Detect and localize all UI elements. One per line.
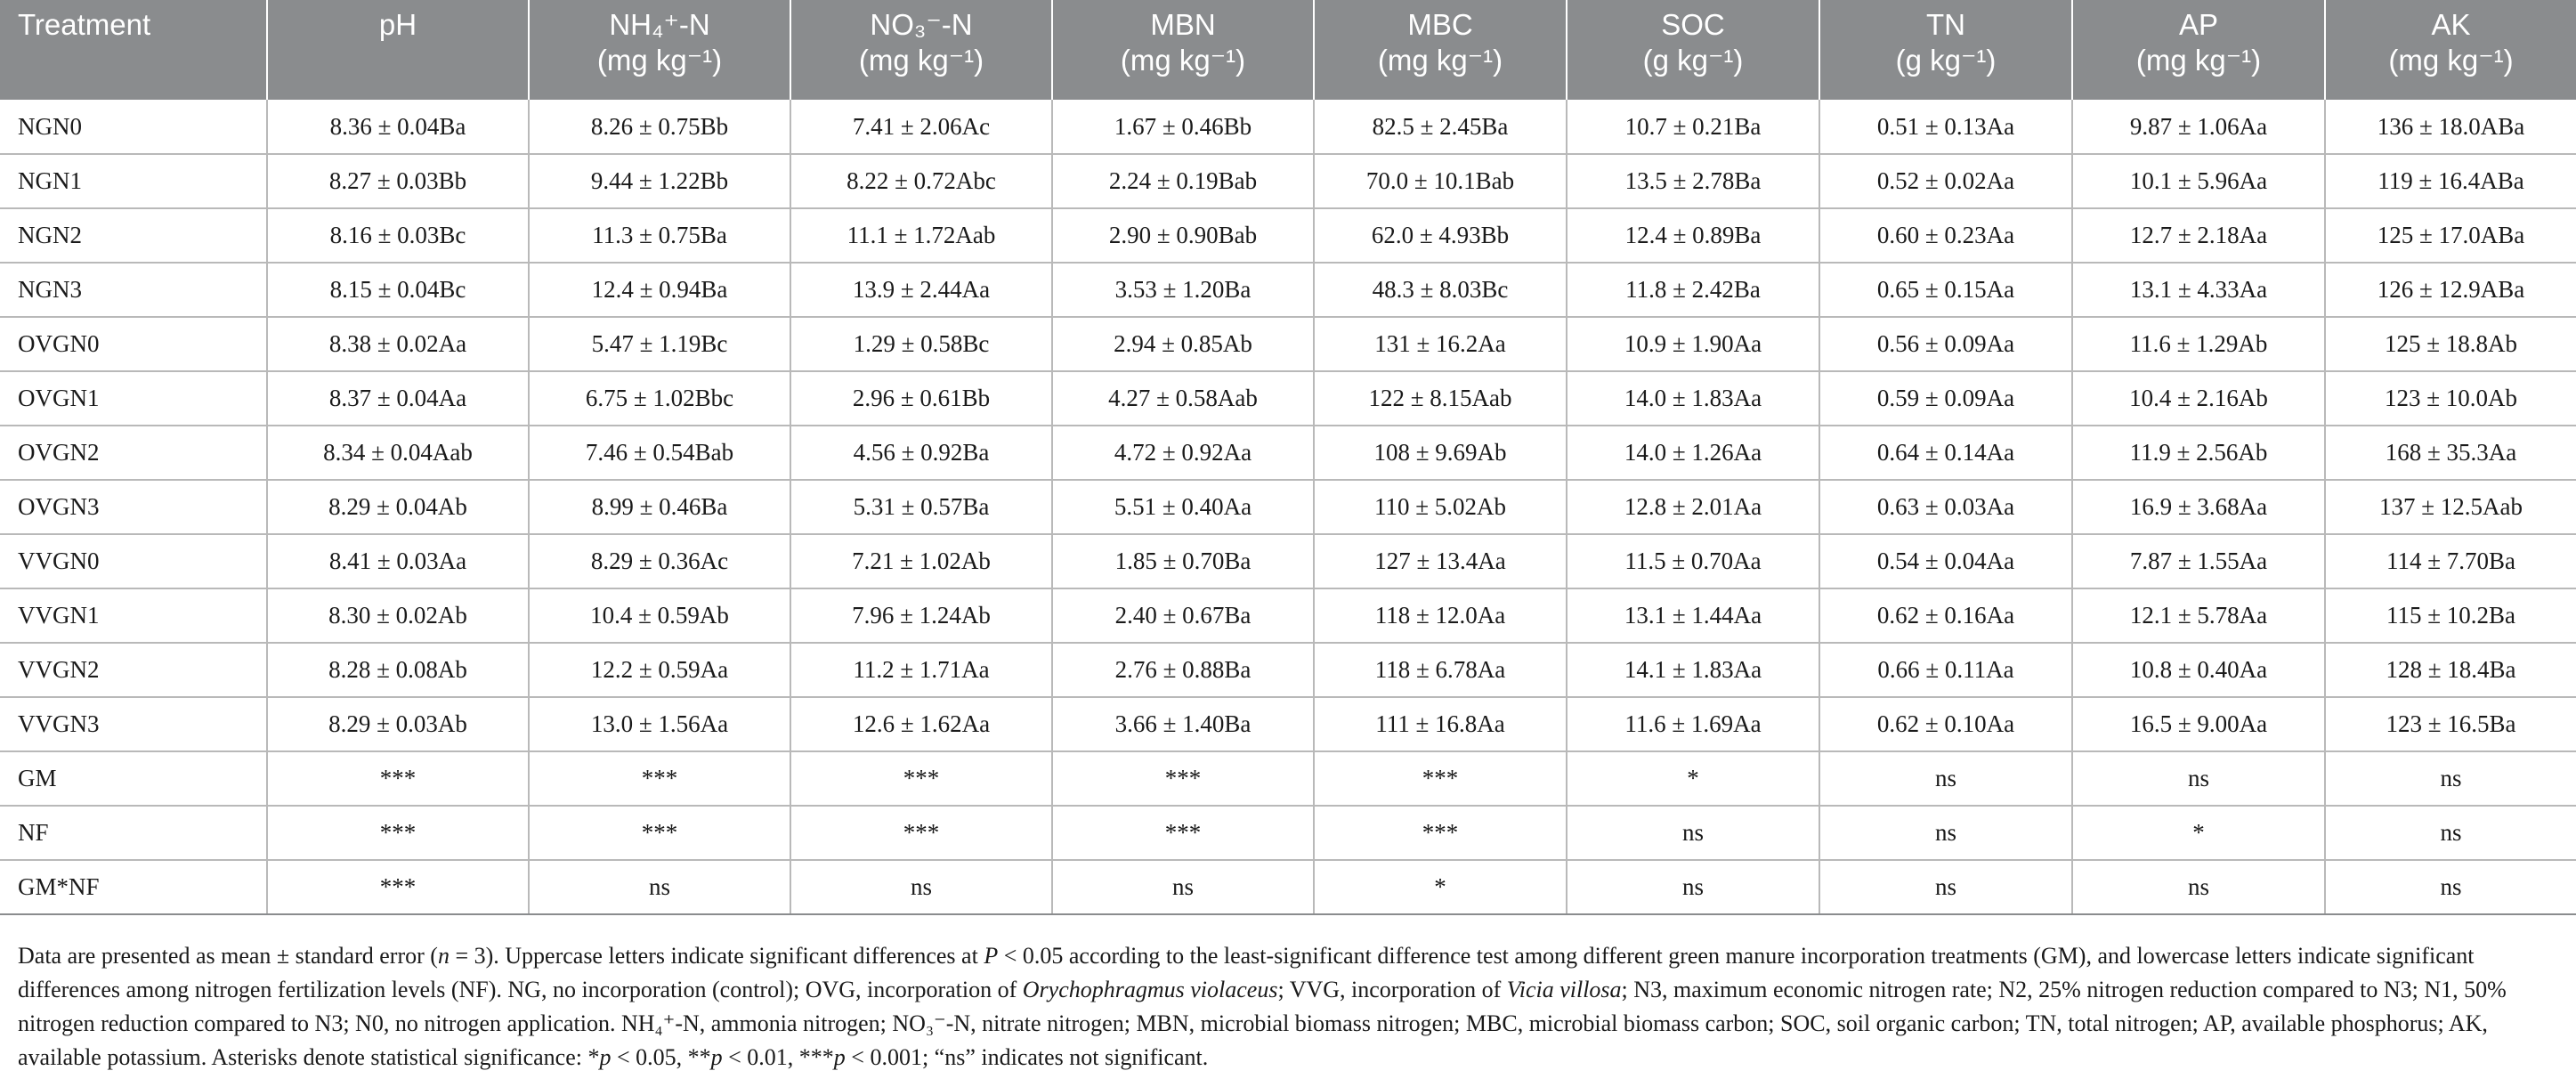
value-cell: 14.1 ± 1.83Aa bbox=[1567, 643, 1819, 697]
value-cell: *** bbox=[267, 751, 529, 806]
value-cell: 8.29 ± 0.03Ab bbox=[267, 697, 529, 751]
treatment-cell: GM*NF bbox=[0, 860, 267, 914]
table-row bbox=[0, 806, 2576, 860]
table-row bbox=[0, 643, 2576, 697]
value-cell: 10.8 ± 0.40Aa bbox=[2072, 643, 2325, 697]
value-cell: 122 ± 8.15Aab bbox=[1314, 371, 1567, 426]
value-cell: 0.60 ± 0.23Aa bbox=[1819, 208, 2072, 263]
column-header-label: NO₃⁻-N bbox=[870, 8, 973, 41]
value-cell: 8.99 ± 0.46Ba bbox=[529, 480, 790, 534]
treatment-cell: NF bbox=[0, 806, 267, 860]
value-cell: 12.6 ± 1.62Aa bbox=[790, 697, 1052, 751]
column-header-unit: (g kg⁻¹) bbox=[1895, 44, 1997, 77]
value-cell: 8.36 ± 0.04Ba bbox=[267, 100, 529, 154]
value-cell: *** bbox=[529, 806, 790, 860]
value-cell: 9.87 ± 1.06Aa bbox=[2072, 100, 2325, 154]
value-cell: 2.76 ± 0.88Ba bbox=[1052, 643, 1314, 697]
table-row bbox=[0, 317, 2576, 371]
value-cell: 10.4 ± 0.59Ab bbox=[529, 588, 790, 643]
column-header bbox=[1052, 0, 1314, 100]
treatment-cell: GM bbox=[0, 751, 267, 806]
value-cell: 10.4 ± 2.16Ab bbox=[2072, 371, 2325, 426]
column-header-label: TN bbox=[1926, 8, 1965, 41]
value-cell: 128 ± 18.4Ba bbox=[2325, 643, 2576, 697]
value-cell: 7.87 ± 1.55Aa bbox=[2072, 534, 2325, 588]
value-cell: 8.30 ± 0.02Ab bbox=[267, 588, 529, 643]
value-cell: ns bbox=[1819, 806, 2072, 860]
value-cell: 111 ± 16.8Aa bbox=[1314, 697, 1567, 751]
value-cell: 11.6 ± 1.69Aa bbox=[1567, 697, 1819, 751]
value-cell: 8.38 ± 0.02Aa bbox=[267, 317, 529, 371]
value-cell: ns bbox=[1819, 860, 2072, 914]
value-cell: 168 ± 35.3Aa bbox=[2325, 426, 2576, 480]
table-row bbox=[0, 154, 2576, 208]
value-cell: * bbox=[2072, 806, 2325, 860]
value-cell: 0.66 ± 0.11Aa bbox=[1819, 643, 2072, 697]
column-header-label: MBC bbox=[1407, 8, 1473, 41]
footnote-segment: Data are presented as mean ± standard error ( bbox=[18, 943, 438, 969]
column-header bbox=[0, 0, 267, 100]
footnote-segment: = 3). Uppercase letters indicate significant differences at bbox=[449, 943, 984, 969]
footnote-segment: n bbox=[437, 943, 450, 969]
value-cell: 125 ± 17.0ABa bbox=[2325, 208, 2576, 263]
value-cell: *** bbox=[790, 751, 1052, 806]
column-header-label: Treatment bbox=[18, 8, 151, 41]
value-cell: 12.4 ± 0.94Ba bbox=[529, 263, 790, 317]
column-header-unit: (mg kg⁻¹) bbox=[1377, 44, 1503, 77]
value-cell: 13.0 ± 1.56Aa bbox=[529, 697, 790, 751]
table-row bbox=[0, 697, 2576, 751]
value-cell: 9.44 ± 1.22Bb bbox=[529, 154, 790, 208]
value-cell: 2.90 ± 0.90Bab bbox=[1052, 208, 1314, 263]
treatment-cell: VVGN2 bbox=[0, 643, 267, 697]
value-cell: *** bbox=[1314, 806, 1567, 860]
value-cell: 0.56 ± 0.09Aa bbox=[1819, 317, 2072, 371]
value-cell: 127 ± 13.4Aa bbox=[1314, 534, 1567, 588]
value-cell: 12.2 ± 0.59Aa bbox=[529, 643, 790, 697]
value-cell: 14.0 ± 1.26Aa bbox=[1567, 426, 1819, 480]
footnote-segment: Vicia villosa bbox=[1506, 977, 1622, 1002]
table-row bbox=[0, 860, 2576, 914]
treatment-cell: VVGN0 bbox=[0, 534, 267, 588]
value-cell: 115 ± 10.2Ba bbox=[2325, 588, 2576, 643]
value-cell: 16.9 ± 3.68Aa bbox=[2072, 480, 2325, 534]
column-header bbox=[2325, 0, 2576, 100]
value-cell: 1.29 ± 0.58Bc bbox=[790, 317, 1052, 371]
value-cell: 48.3 ± 8.03Bc bbox=[1314, 263, 1567, 317]
value-cell: 2.94 ± 0.85Ab bbox=[1052, 317, 1314, 371]
column-header bbox=[790, 0, 1052, 100]
value-cell: 0.62 ± 0.10Aa bbox=[1819, 697, 2072, 751]
value-cell: 8.16 ± 0.03Bc bbox=[267, 208, 529, 263]
value-cell: * bbox=[1567, 751, 1819, 806]
column-header-label: AK bbox=[2431, 8, 2471, 41]
column-header bbox=[529, 0, 790, 100]
value-cell: 11.3 ± 0.75Ba bbox=[529, 208, 790, 263]
value-cell: 8.26 ± 0.75Bb bbox=[529, 100, 790, 154]
table-row bbox=[0, 371, 2576, 426]
value-cell: 8.22 ± 0.72Abc bbox=[790, 154, 1052, 208]
value-cell: 10.7 ± 0.21Ba bbox=[1567, 100, 1819, 154]
value-cell: 123 ± 16.5Ba bbox=[2325, 697, 2576, 751]
value-cell: 8.34 ± 0.04Aab bbox=[267, 426, 529, 480]
footnote-segment: p bbox=[833, 1044, 846, 1070]
value-cell: ns bbox=[1052, 860, 1314, 914]
value-cell: 0.63 ± 0.03Aa bbox=[1819, 480, 2072, 534]
column-header bbox=[1819, 0, 2072, 100]
column-header-unit: (mg kg⁻¹) bbox=[1120, 44, 1246, 77]
value-cell: 110 ± 5.02Ab bbox=[1314, 480, 1567, 534]
column-header-label: MBN bbox=[1150, 8, 1216, 41]
column-header-unit: (g kg⁻¹) bbox=[1642, 44, 1744, 77]
value-cell: 4.72 ± 0.92Aa bbox=[1052, 426, 1314, 480]
footnote-segment: ; N3, maximum economic nitrogen rate; N2, 25% nitrogen reduction compared to N3; N1, 50% nitrogen reduction compared to N3; N0, no nitrogen application. NH₄⁺-N, ammonia nitrogen; NO₃⁻-N, nitrate nitrogen; MBN, microbial biomass nitrogen; MBC, microbial biomass carbon; SOC, soil organic carbon; TN, total nitrogen; AP, available phosphorus; AK, available potassium. Asterisks denote statistical significance: * bbox=[18, 977, 2507, 1070]
column-header bbox=[1567, 0, 1819, 100]
treatment-cell: OVGN0 bbox=[0, 317, 267, 371]
value-cell: 0.52 ± 0.02Aa bbox=[1819, 154, 2072, 208]
value-cell: 136 ± 18.0ABa bbox=[2325, 100, 2576, 154]
value-cell: 0.54 ± 0.04Aa bbox=[1819, 534, 2072, 588]
treatment-cell: NGN0 bbox=[0, 100, 267, 154]
value-cell: 2.24 ± 0.19Bab bbox=[1052, 154, 1314, 208]
value-cell: 126 ± 12.9ABa bbox=[2325, 263, 2576, 317]
value-cell: 0.59 ± 0.09Aa bbox=[1819, 371, 2072, 426]
value-cell: 1.67 ± 0.46Bb bbox=[1052, 100, 1314, 154]
column-header bbox=[1314, 0, 1567, 100]
table-row bbox=[0, 751, 2576, 806]
value-cell: 118 ± 6.78Aa bbox=[1314, 643, 1567, 697]
value-cell: 5.51 ± 0.40Aa bbox=[1052, 480, 1314, 534]
column-header-label: AP bbox=[2178, 8, 2219, 41]
column-header bbox=[2072, 0, 2325, 100]
value-cell: 12.4 ± 0.89Ba bbox=[1567, 208, 1819, 263]
value-cell: 119 ± 16.4ABa bbox=[2325, 154, 2576, 208]
value-cell: 16.5 ± 9.00Aa bbox=[2072, 697, 2325, 751]
value-cell: ns bbox=[2072, 751, 2325, 806]
value-cell: ns bbox=[1567, 806, 1819, 860]
column-header-unit: (mg kg⁻¹) bbox=[2135, 44, 2262, 77]
table-body bbox=[0, 100, 2576, 914]
column-header-unit: (mg kg⁻¹) bbox=[596, 44, 723, 77]
value-cell: 131 ± 16.2Aa bbox=[1314, 317, 1567, 371]
value-cell: 8.28 ± 0.08Ab bbox=[267, 643, 529, 697]
value-cell: 0.64 ± 0.14Aa bbox=[1819, 426, 2072, 480]
column-header-label: NH₄⁺-N bbox=[609, 8, 710, 41]
value-cell: ns bbox=[2072, 860, 2325, 914]
value-cell: 14.0 ± 1.83Aa bbox=[1567, 371, 1819, 426]
value-cell: ns bbox=[2325, 860, 2576, 914]
table-row bbox=[0, 263, 2576, 317]
value-cell: 7.46 ± 0.54Bab bbox=[529, 426, 790, 480]
column-header-unit: (mg kg⁻¹) bbox=[858, 44, 984, 77]
footnote-segment: < 0.01, *** bbox=[722, 1044, 834, 1070]
value-cell: 0.65 ± 0.15Aa bbox=[1819, 263, 2072, 317]
value-cell: 8.27 ± 0.03Bb bbox=[267, 154, 529, 208]
column-header-unit: (mg kg⁻¹) bbox=[2388, 44, 2514, 77]
value-cell: 137 ± 12.5Aab bbox=[2325, 480, 2576, 534]
value-cell: 114 ± 7.70Ba bbox=[2325, 534, 2576, 588]
value-cell: 7.96 ± 1.24Ab bbox=[790, 588, 1052, 643]
value-cell: ns bbox=[790, 860, 1052, 914]
footnote-segment: ; VVG, incorporation of bbox=[1277, 977, 1507, 1002]
value-cell: 10.9 ± 1.90Aa bbox=[1567, 317, 1819, 371]
footnote-segment: P bbox=[984, 943, 999, 969]
table-row bbox=[0, 480, 2576, 534]
table-row bbox=[0, 426, 2576, 480]
treatment-cell: VVGN1 bbox=[0, 588, 267, 643]
value-cell: 8.41 ± 0.03Aa bbox=[267, 534, 529, 588]
value-cell: 7.21 ± 1.02Ab bbox=[790, 534, 1052, 588]
value-cell: 13.1 ± 4.33Aa bbox=[2072, 263, 2325, 317]
treatment-cell: OVGN3 bbox=[0, 480, 267, 534]
value-cell: *** bbox=[1052, 751, 1314, 806]
value-cell: ns bbox=[529, 860, 790, 914]
treatment-cell: OVGN2 bbox=[0, 426, 267, 480]
value-cell: ns bbox=[2325, 751, 2576, 806]
value-cell: 11.5 ± 0.70Aa bbox=[1567, 534, 1819, 588]
value-cell: 7.41 ± 2.06Ac bbox=[790, 100, 1052, 154]
value-cell: 13.9 ± 2.44Aa bbox=[790, 263, 1052, 317]
value-cell: 2.40 ± 0.67Ba bbox=[1052, 588, 1314, 643]
value-cell: ns bbox=[2325, 806, 2576, 860]
value-cell: 125 ± 18.8Ab bbox=[2325, 317, 2576, 371]
footnote-segment: p bbox=[599, 1044, 612, 1070]
value-cell: *** bbox=[267, 806, 529, 860]
column-header-label: pH bbox=[378, 8, 417, 41]
value-cell: 8.29 ± 0.04Ab bbox=[267, 480, 529, 534]
footnote-segment: < 0.05, ** bbox=[611, 1044, 711, 1070]
value-cell: *** bbox=[529, 751, 790, 806]
table-header-row bbox=[0, 0, 2576, 100]
value-cell: 11.8 ± 2.42Ba bbox=[1567, 263, 1819, 317]
value-cell: 70.0 ± 10.1Bab bbox=[1314, 154, 1567, 208]
table-row bbox=[0, 208, 2576, 263]
value-cell: 1.85 ± 0.70Ba bbox=[1052, 534, 1314, 588]
value-cell: 3.66 ± 1.40Ba bbox=[1052, 697, 1314, 751]
value-cell: 0.51 ± 0.13Aa bbox=[1819, 100, 2072, 154]
value-cell: 5.31 ± 0.57Ba bbox=[790, 480, 1052, 534]
value-cell: 123 ± 10.0Ab bbox=[2325, 371, 2576, 426]
table-row bbox=[0, 588, 2576, 643]
value-cell: ns bbox=[1819, 751, 2072, 806]
table-row bbox=[0, 100, 2576, 154]
treatment-cell: NGN1 bbox=[0, 154, 267, 208]
value-cell: *** bbox=[790, 806, 1052, 860]
table-row bbox=[0, 534, 2576, 588]
value-cell: 11.2 ± 1.71Aa bbox=[790, 643, 1052, 697]
value-cell: 82.5 ± 2.45Ba bbox=[1314, 100, 1567, 154]
value-cell: 12.7 ± 2.18Aa bbox=[2072, 208, 2325, 263]
column-header-label: SOC bbox=[1661, 8, 1725, 41]
column-header bbox=[267, 0, 529, 100]
treatment-cell: NGN3 bbox=[0, 263, 267, 317]
value-cell: 3.53 ± 1.20Ba bbox=[1052, 263, 1314, 317]
value-cell: 10.1 ± 5.96Aa bbox=[2072, 154, 2325, 208]
table-footnote bbox=[18, 939, 2558, 1075]
footnote-segment: p bbox=[710, 1044, 723, 1070]
value-cell: 4.27 ± 0.58Aab bbox=[1052, 371, 1314, 426]
value-cell: 11.1 ± 1.72Aab bbox=[790, 208, 1052, 263]
value-cell: 8.29 ± 0.36Ac bbox=[529, 534, 790, 588]
value-cell: *** bbox=[1052, 806, 1314, 860]
value-cell: * bbox=[1314, 860, 1567, 914]
value-cell: 13.5 ± 2.78Ba bbox=[1567, 154, 1819, 208]
footnote-segment: < 0.001; “ns” indicates not significant. bbox=[845, 1044, 1209, 1070]
value-cell: 4.56 ± 0.92Ba bbox=[790, 426, 1052, 480]
value-cell: 0.62 ± 0.16Aa bbox=[1819, 588, 2072, 643]
value-cell: 5.47 ± 1.19Bc bbox=[529, 317, 790, 371]
footnote-segment: < 0.05 according to the least-significant difference test among different green manure incorporation treatments (GM), and lowercase letters indicate significant differences among nitrogen fertilization levels (NF). NG, no incorporation (control); OVG, incorporation of bbox=[18, 943, 2475, 1002]
value-cell: 8.37 ± 0.04Aa bbox=[267, 371, 529, 426]
value-cell: 11.9 ± 2.56Ab bbox=[2072, 426, 2325, 480]
value-cell: 13.1 ± 1.44Aa bbox=[1567, 588, 1819, 643]
value-cell: 12.8 ± 2.01Aa bbox=[1567, 480, 1819, 534]
treatment-cell: NGN2 bbox=[0, 208, 267, 263]
footnote-segment: Orychophragmus violaceus bbox=[1022, 977, 1278, 1002]
value-cell: 108 ± 9.69Ab bbox=[1314, 426, 1567, 480]
value-cell: 2.96 ± 0.61Bb bbox=[790, 371, 1052, 426]
value-cell: *** bbox=[1314, 751, 1567, 806]
treatment-cell: OVGN1 bbox=[0, 371, 267, 426]
value-cell: ns bbox=[1567, 860, 1819, 914]
value-cell: 11.6 ± 1.29Ab bbox=[2072, 317, 2325, 371]
value-cell: 118 ± 12.0Aa bbox=[1314, 588, 1567, 643]
value-cell: *** bbox=[267, 860, 529, 914]
value-cell: 12.1 ± 5.78Aa bbox=[2072, 588, 2325, 643]
value-cell: 8.15 ± 0.04Bc bbox=[267, 263, 529, 317]
treatment-cell: VVGN3 bbox=[0, 697, 267, 751]
value-cell: 62.0 ± 4.93Bb bbox=[1314, 208, 1567, 263]
value-cell: 6.75 ± 1.02Bbc bbox=[529, 371, 790, 426]
